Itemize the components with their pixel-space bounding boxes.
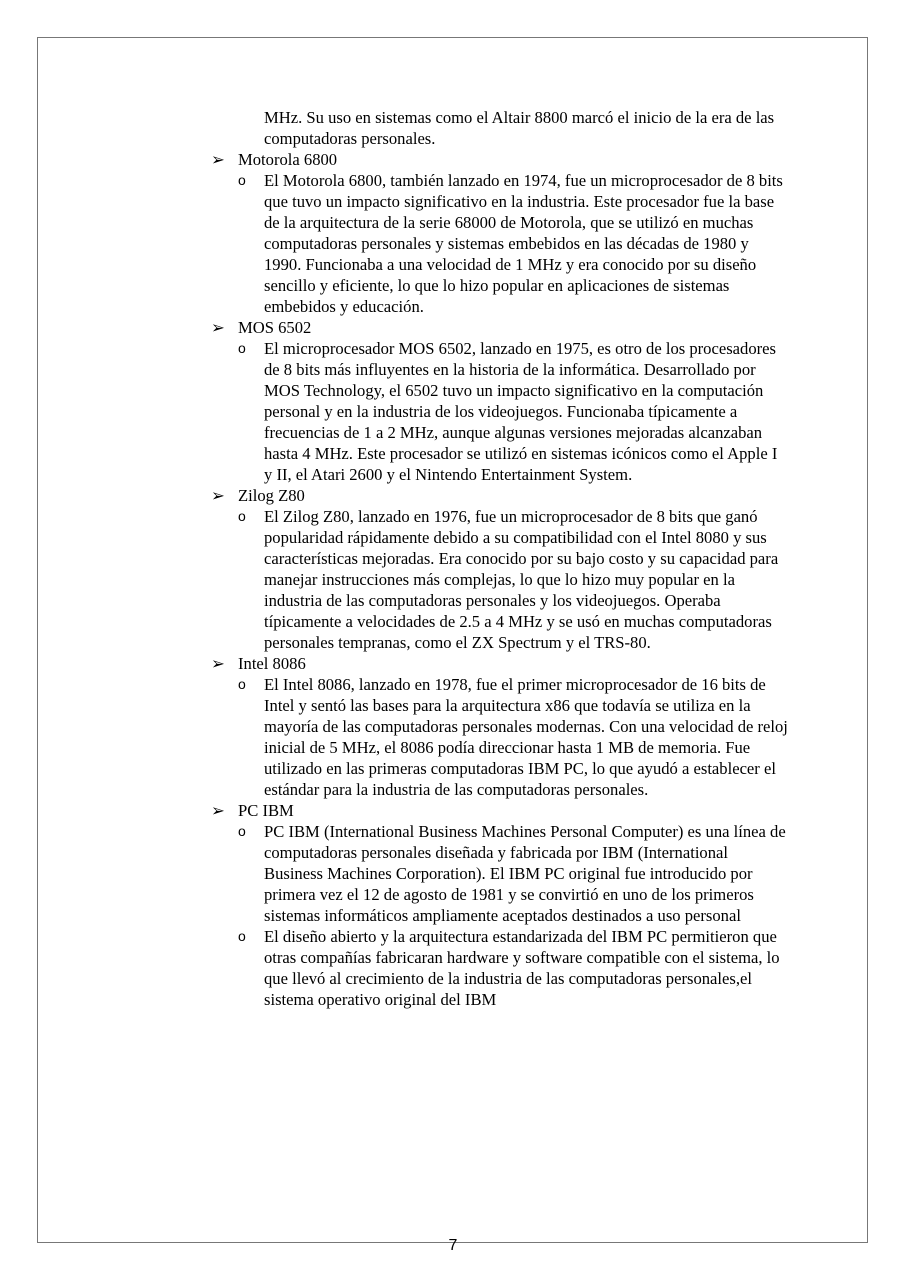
list-item-text: El microprocesador MOS 6502, lanzado en 1975, es otro de los procesadores de 8 bits más influyentes en la historia de la informática. Desarrollado por MOS Technology, el 6502 tuvo un impacto significativo en la computación personal y en la industria de los videojuegos. Funcionaba típicamente a frecuencias de 1 a 2 MHz, aunque algunas versiones mejoradas alcanzaban hasta 4 MHz. Este procesador se utilizó en sistemas icónicos como el Apple I y II, el Atari 2600 y el Nintendo Entertainment System. (264, 339, 778, 484)
list-item (208, 821, 788, 926)
section-heading: PC IBM (238, 801, 294, 820)
circle-bullet-icon: o (238, 508, 246, 524)
list-item (208, 926, 788, 1010)
list-item-text: El Zilog Z80, lanzado en 1976, fue un microprocesador de 8 bits que ganó popularidad rápidamente debido a su compatibilidad con el Intel 8080 y sus características mejoradas. Era conocido por su bajo costo y su capacidad para manejar instrucciones más complejas, lo que lo hizo muy popular en la industria de las computadoras personales y los videojuegos. Operaba típicamente a velocidades de 2.5 a 4 MHz y se usó en muchas computadoras personales tempranas, como el ZX Spectrum y el TRS-80. (264, 507, 779, 652)
circle-bullet-icon: o (238, 823, 246, 839)
list-item-text: El Intel 8086, lanzado en 1978, fue el primer microprocesador de 16 bits de Intel y sentó las bases para la arquitectura x86 que todavía se utiliza en la mayoría de las computadoras personales modernas. Con una velocidad de reloj inicial de 5 MHz, el 8086 podía direccionar hasta 1 MB de memoria. Fue utilizado en las primeras computadoras IBM PC, lo que ayudó a establecer el estándar para la industria de las computadoras personales. (264, 675, 788, 799)
page-number: 7 (448, 1237, 458, 1254)
circle-bullet-icon: o (238, 340, 246, 356)
section-pc-ibm (208, 800, 788, 1010)
circle-bullet-icon: o (238, 676, 246, 692)
section-heading: Intel 8086 (238, 654, 306, 673)
section-heading: Zilog Z80 (238, 486, 305, 505)
list-item (208, 338, 788, 485)
section-heading: Motorola 6800 (238, 150, 338, 169)
list-item (208, 170, 788, 317)
section-intel-8086 (208, 653, 788, 800)
arrow-bullet-icon: ➢ (211, 150, 225, 169)
list-item-text: PC IBM (International Business Machines Personal Computer) es una línea de computadoras personales diseñada y fabricada por IBM (International Business Machines Corporation). El IBM PC original fue introducido por primera vez el 12 de agosto de 1981 y se convirtió en uno de los primeros sistemas informáticos ampliamente aceptados destinados a uso personal (264, 822, 786, 925)
continuation-paragraph: MHz. Su uso en sistemas como el Altair 8800 marcó el inicio de la era de las computadoras personales. (264, 108, 775, 148)
section-zilog-z80 (208, 485, 788, 653)
section-mos-6502 (208, 317, 788, 485)
list-item-text: El Motorola 6800, también lanzado en 1974, fue un microprocesador de 8 bits que tuvo un impacto significativo en la industria. Este procesador fue la base de la arquitectura de la serie 68000 de Motorola, que se utilizó en muchas computadoras personales y sistemas embebidos en las décadas de 1980 y 1990. Funcionaba a una velocidad de 1 MHz y era conocido por su diseño sencillo y eficiente, lo que lo hizo popular en aplicaciones de sistemas embebidos y educación. (264, 171, 783, 316)
circle-bullet-icon: o (238, 928, 246, 944)
arrow-bullet-icon: ➢ (211, 318, 225, 337)
list-item (208, 674, 788, 800)
section-motorola-6800 (208, 149, 788, 317)
list-item-text: El diseño abierto y la arquitectura estandarizada del IBM PC permitieron que otras compañías fabricaran hardware y software compatible con el sistema, lo que llevó al crecimiento de la industria de las computadoras personales,el sistema operativo original del IBM (264, 927, 780, 1009)
circle-bullet-icon: o (238, 172, 246, 188)
arrow-bullet-icon: ➢ (211, 486, 225, 505)
arrow-bullet-icon: ➢ (211, 801, 225, 820)
page-content (208, 107, 788, 1010)
list-item (208, 506, 788, 653)
arrow-bullet-icon: ➢ (211, 654, 225, 673)
section-heading: MOS 6502 (238, 318, 312, 337)
